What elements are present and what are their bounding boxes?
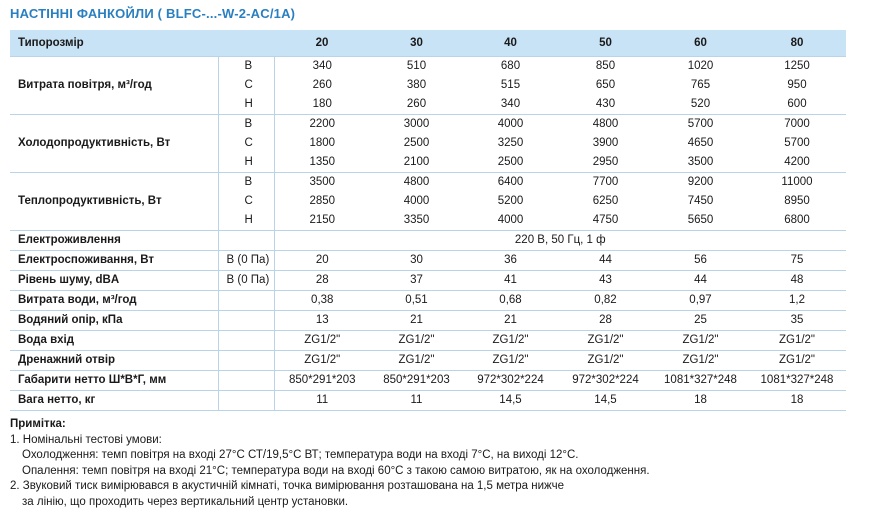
notes — [10, 417, 650, 510]
value-cell: 11000 — [748, 173, 846, 193]
value-cell: 6250 — [592, 195, 619, 207]
value-cell: 850 — [558, 57, 653, 77]
value-cell: 1350 — [274, 153, 370, 173]
value-cell: 680 — [463, 57, 558, 77]
value-cell: 25 — [653, 311, 748, 331]
value-cell: 5650 — [687, 214, 714, 226]
spec-table — [10, 30, 846, 411]
value-cell: ZG1/2" — [748, 331, 846, 351]
value-cell: 1020 — [653, 57, 748, 77]
value-cell: ZG1/2" — [463, 351, 558, 371]
value-cell: 4000 — [403, 195, 430, 207]
header-label: Типорозмір — [10, 30, 274, 57]
value-cell: 2100 — [403, 156, 430, 168]
value-cell: 56 — [653, 251, 748, 271]
value-cell: 35 — [748, 311, 846, 331]
value-cell: 3900 — [592, 137, 619, 149]
row-label: Електроспоживання, Вт — [10, 251, 218, 271]
value-cell: 0,82 — [558, 291, 653, 311]
value-cell: 4650 — [687, 137, 714, 149]
value-cell: 75 — [748, 251, 846, 271]
table-row — [10, 291, 846, 311]
value-cell: 20 — [274, 251, 370, 271]
cond-cell — [218, 351, 274, 371]
value-cell: 7700 — [558, 173, 653, 193]
value-cell: ZG1/2" — [653, 331, 748, 351]
value-cell: ZG1/2" — [558, 351, 653, 371]
value-cell: 0,51 — [370, 291, 463, 311]
value-cell: 4750 — [592, 214, 619, 226]
row-label: Вага нетто, кг — [10, 391, 218, 411]
value-cell: 13 — [274, 311, 370, 331]
size-header: 40 — [463, 30, 558, 57]
row-label: Вода вхід — [10, 331, 218, 351]
value-cell: 3500 — [687, 156, 714, 168]
mode-cell: В — [218, 173, 274, 193]
value-cell: 18 — [748, 391, 846, 411]
size-header: 80 — [748, 30, 846, 57]
notes-title: Примітка: — [10, 418, 66, 430]
row-label: Витрата повітря, м³/год — [10, 57, 218, 115]
table-row — [10, 271, 846, 291]
value-cell: 0,68 — [463, 291, 558, 311]
value-cell: 1081*327*248 — [748, 371, 846, 391]
mode-cell: В — [218, 57, 274, 77]
row-label: Теплопродуктивність, Вт — [10, 173, 218, 231]
value-cell: ZG1/2" — [370, 351, 463, 371]
value-cell: ZG1/2" — [748, 351, 846, 371]
value-cell: 30 — [370, 251, 463, 271]
value-cell: 7000 — [748, 115, 846, 135]
value-cell: 2500 — [497, 156, 524, 168]
note-line: Охолодження: темп повітря на вході 27°С СТ/19,5°С ВТ; температура води на вході 7°С, на виході 12°С. — [22, 449, 579, 461]
note-line: 2. Звуковий тиск вимірювався в акустичній кімнаті, точка вимірювання розташована на 1,5 метра нижче — [10, 480, 564, 492]
table-row — [10, 231, 846, 251]
value-cell: 380 — [406, 79, 427, 91]
cond-cell — [218, 231, 274, 251]
value-cell: 4800 — [558, 115, 653, 135]
value-cell: 2500 — [403, 137, 430, 149]
table-row — [10, 371, 846, 391]
row-label: Водяний опір, кПа — [10, 311, 218, 331]
mode-cell: Н — [218, 95, 274, 115]
value-cell: 765 — [690, 79, 711, 91]
value-cell: 48 — [748, 271, 846, 291]
value-cell: 850*291*203 — [370, 371, 463, 391]
value-cell: 0,97 — [653, 291, 748, 311]
value-cell: 8950 — [784, 195, 810, 207]
value-cell: 4800 — [370, 173, 463, 193]
value-cell: 1081*327*248 — [653, 371, 748, 391]
row-label: Рівень шуму, dBA — [10, 271, 218, 291]
value-cell: 2850 — [274, 192, 370, 211]
value-cell: 340 — [274, 57, 370, 77]
value-cell: 850*291*203 — [274, 371, 370, 391]
size-header: 30 — [370, 30, 463, 57]
table-row — [10, 311, 846, 331]
value-cell: 2200 — [274, 115, 370, 135]
value-cell: 510 — [370, 57, 463, 77]
power-supply-value: 220 В, 50 Гц, 1 ф — [274, 231, 846, 251]
table-row — [10, 115, 846, 135]
value-cell: 11 — [370, 391, 463, 411]
value-cell: 36 — [463, 251, 558, 271]
value-cell: 37 — [370, 271, 463, 291]
value-cell: 5700 — [653, 115, 748, 135]
cond-cell — [218, 291, 274, 311]
value-cell: ZG1/2" — [274, 331, 370, 351]
cond-cell: В (0 Па) — [218, 271, 274, 291]
value-cell: 520 — [690, 98, 711, 110]
mode-cell: С — [218, 192, 274, 211]
value-cell: 430 — [595, 98, 616, 110]
value-cell: 2950 — [592, 156, 619, 168]
value-cell: 5200 — [497, 195, 524, 207]
row-label: Габарити нетто Ш*В*Г, мм — [10, 371, 218, 391]
value-cell: 9200 — [653, 173, 748, 193]
note-line: Опалення: темп повітря на вході 21°С; температура води на вході 60°С з такою самою витратою, як на охолодження. — [22, 464, 650, 477]
value-cell: 11 — [274, 391, 370, 411]
value-cell: 6400 — [463, 173, 558, 193]
value-cell: 3250 — [497, 137, 524, 149]
cond-cell — [218, 391, 274, 411]
table-row — [10, 251, 846, 271]
mode-cell: Н — [218, 211, 274, 231]
value-cell: 41 — [463, 271, 558, 291]
value-cell: 14,5 — [558, 391, 653, 411]
value-cell: 4200 — [784, 156, 810, 168]
row-label: Дренажний отвір — [10, 351, 218, 371]
value-cell: 3500 — [274, 173, 370, 193]
cond-cell — [218, 311, 274, 331]
cond-cell: В (0 Па) — [218, 251, 274, 271]
value-cell: 21 — [370, 311, 463, 331]
value-cell: 44 — [653, 271, 748, 291]
row-label: Електроживлення — [10, 231, 218, 251]
value-cell: 4000 — [463, 115, 558, 135]
page-title: НАСТІННІ ФАНКОЙЛИ ( BLFC-...-W-2-AC/1A) — [10, 6, 296, 21]
value-cell: 5700 — [784, 137, 810, 149]
value-cell: 7450 — [687, 195, 714, 207]
value-cell: ZG1/2" — [370, 331, 463, 351]
value-cell: 950 — [787, 79, 807, 91]
size-header: 20 — [274, 30, 370, 57]
value-cell: 260 — [274, 76, 370, 95]
value-cell: 180 — [274, 95, 370, 115]
value-cell: 44 — [558, 251, 653, 271]
value-cell: 21 — [463, 311, 558, 331]
value-cell: ZG1/2" — [274, 351, 370, 371]
size-header: 50 — [558, 30, 653, 57]
value-cell: 28 — [558, 311, 653, 331]
value-cell: 14,5 — [463, 391, 558, 411]
value-cell: 650 — [595, 79, 616, 91]
value-cell: 18 — [653, 391, 748, 411]
row-label: Витрата води, м³/год — [10, 291, 218, 311]
value-cell: 340 — [500, 98, 521, 110]
value-cell: 4000 — [497, 214, 524, 226]
value-cell: 1800 — [274, 134, 370, 153]
value-cell: 28 — [274, 271, 370, 291]
cond-cell — [218, 371, 274, 391]
note-line: 1. Номінальні тестові умови: — [10, 433, 162, 446]
table-row — [10, 57, 846, 77]
note-line: за лінію, що проходить через вертикальний центр установки. — [22, 495, 349, 508]
value-cell: 515 — [500, 79, 521, 91]
value-cell: 1250 — [748, 57, 846, 77]
mode-cell: В — [218, 115, 274, 135]
mode-cell: С — [218, 134, 274, 153]
size-header: 60 — [653, 30, 748, 57]
value-cell: 972*302*224 — [558, 371, 653, 391]
table-row — [10, 351, 846, 371]
value-cell: 3350 — [403, 214, 430, 226]
value-cell: ZG1/2" — [653, 351, 748, 371]
value-cell: ZG1/2" — [558, 331, 653, 351]
value-cell: 1,2 — [748, 291, 846, 311]
value-cell: 0,38 — [274, 291, 370, 311]
value-cell: 600 — [787, 98, 807, 110]
mode-cell: Н — [218, 153, 274, 173]
table-row — [10, 331, 846, 351]
value-cell: 260 — [406, 98, 427, 110]
value-cell: 972*302*224 — [463, 371, 558, 391]
cond-cell — [218, 331, 274, 351]
value-cell: 6800 — [784, 214, 810, 226]
table-row — [10, 173, 846, 193]
mode-cell: С — [218, 76, 274, 95]
value-cell: 3000 — [370, 115, 463, 135]
value-cell: 43 — [558, 271, 653, 291]
table-row — [10, 391, 846, 411]
row-label: Холодопродуктивність, Вт — [10, 115, 218, 173]
value-cell: ZG1/2" — [463, 331, 558, 351]
value-cell: 2150 — [274, 211, 370, 231]
header-row — [10, 30, 846, 57]
